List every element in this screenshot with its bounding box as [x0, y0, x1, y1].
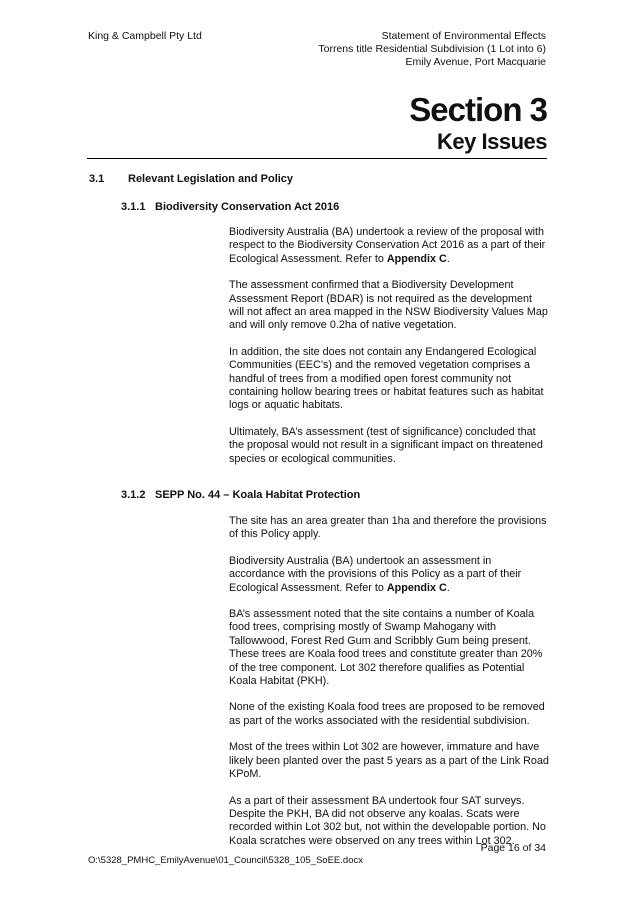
- paragraph: As a part of their assessment BA undertook four SAT surveys. Despite the PKH, BA did not observe any koalas. Scats were recorded within Lot 302 but, not within the developable portion. No Koala scratches were observed on any trees within Lot 302.: [229, 794, 546, 847]
- section-subtitle: Key Issues: [437, 129, 547, 154]
- paragraph: Most of the trees within Lot 302 are however, immature and have likely been planted over the past 5 years as a part of the Link Road KPoM.: [229, 741, 549, 781]
- paragraph: In addition, the site does not contain any Endangered Ecological Communities (EEC’s) and the removed vegetation comprises a handful of trees from a modified open forest community not containing hollow bearing trees or habitat features such as habitat logs or aquatic habitats.: [229, 345, 544, 412]
- heading-3-1: [89, 173, 293, 185]
- paragraph: The assessment confirmed that a Biodiversity Development Assessment Report (BDAR) is not required as the development will not affect an area mapped in the NSW Biodiversity Values Map and will only remove 0.2ha of native vegetation.: [229, 279, 548, 332]
- paragraph: Biodiversity Australia (BA) undertook an assessment in accordance with the provisions of this Policy as a part of their Ecological Assessment. Refer to Appendix C.: [229, 554, 522, 594]
- section-heading: [409, 92, 547, 154]
- appendix-reference: Appendix C: [386, 581, 447, 594]
- header-doc-title: Statement of Environmental Effects: [381, 30, 546, 42]
- heading-number: 3.1.1: [121, 201, 146, 213]
- heading-3-1-2: [121, 489, 360, 501]
- section-divider: [87, 158, 547, 159]
- section-title: Section 3: [409, 91, 547, 128]
- heading-text: SEPP No. 44 – Koala Habitat Protection: [155, 489, 361, 501]
- header-document-info: [318, 30, 546, 69]
- paragraph: None of the existing Koala food trees are proposed to be removed as part of the works associated with the residential subdivision.: [229, 701, 545, 727]
- heading-number: 3.1: [89, 173, 105, 185]
- header-doc-subtitle: Torrens title Residential Subdivision (1 Lot into 6): [318, 43, 546, 55]
- header-doc-location: Emily Avenue, Port Macquarie: [405, 56, 546, 68]
- heading-3-1-1: [121, 201, 339, 213]
- heading-text: Relevant Legislation and Policy: [128, 173, 294, 185]
- appendix-reference: Appendix C: [386, 252, 447, 265]
- paragraph: Biodiversity Australia (BA) undertook a review of the proposal with respect to the Biodiversity Conservation Act 2016 as a part of their Ecological Assessment. Refer to Appendix C.: [229, 226, 546, 265]
- paragraph: BA’s assessment noted that the site contains a number of Koala food trees, comprising mostly of Swamp Mahogany with Tallowwood, Forest Red Gum and Scribbly Gum being present. These trees are Koala food trees and constitute greater than 20% of the tree component. Lot 302 therefore qualifies as Potential Koala Habitat (PKH).: [229, 608, 543, 688]
- file-path: O:\5328_PMHC_EmilyAvenue\01_Council\5328_105_SoEE.docx: [88, 855, 363, 866]
- heading-text: Biodiversity Conservation Act 2016: [155, 201, 340, 213]
- body-3-1-2: [229, 515, 549, 861]
- header-company: King & Campbell Pty Ltd: [88, 30, 202, 42]
- body-3-1-1: [229, 226, 549, 479]
- paragraph: The site has an area greater than 1ha and therefore the provisions of this Policy apply.: [229, 515, 547, 541]
- paragraph: Ultimately, BA’s assessment (test of significance) concluded that the proposal would not result in a significant impact on threatened species or ecological communities.: [229, 425, 543, 465]
- heading-number: 3.1.2: [121, 489, 146, 501]
- page-number: Page 16 of 34: [480, 842, 546, 854]
